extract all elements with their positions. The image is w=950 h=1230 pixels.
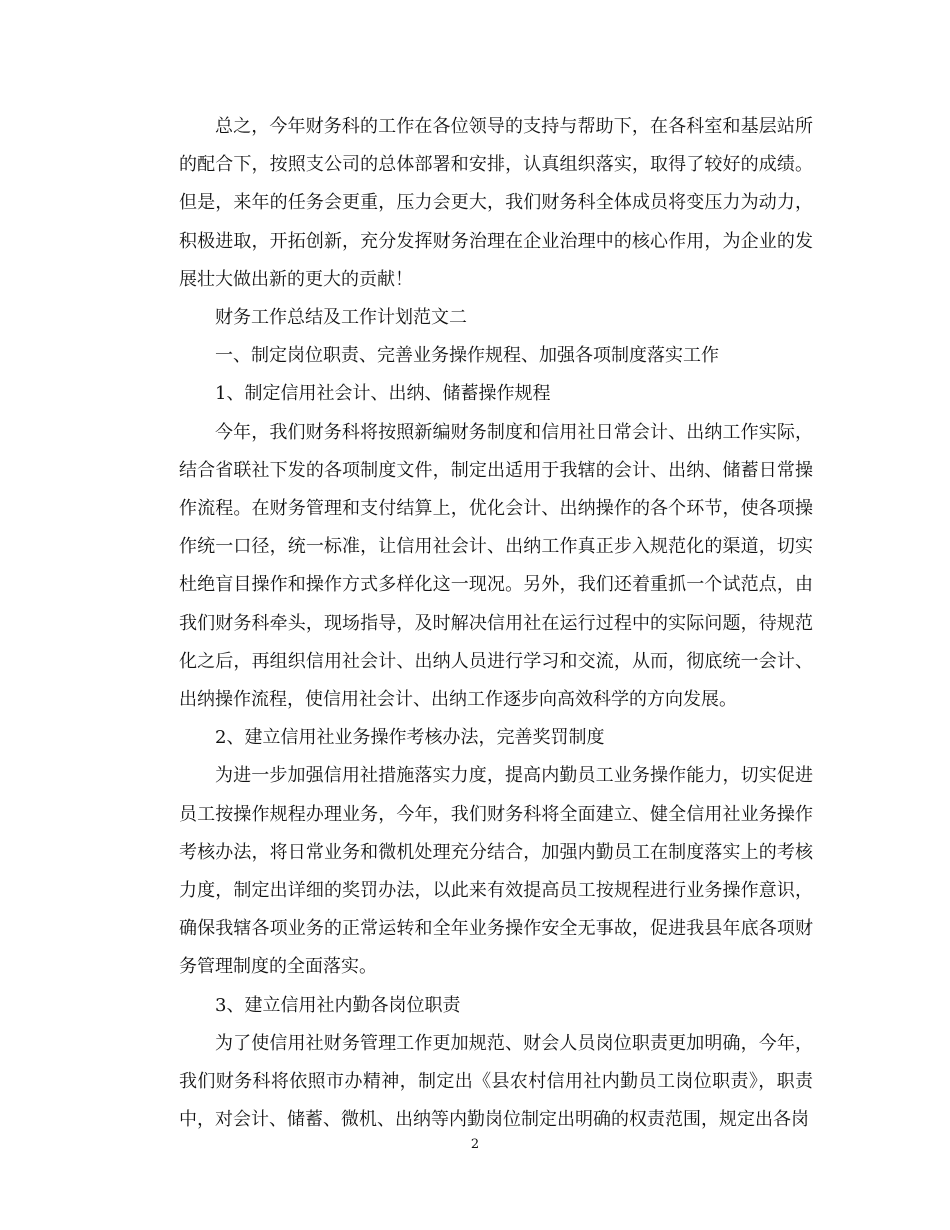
text-line: 为了使信用社财务管理工作更加规范、财会人员岗位职责更加明确，今年，	[215, 1032, 813, 1054]
text-line: 我们财务科将依照市办精神，制定出《县农村信用社内勤员工岗位职责》，职责	[179, 1071, 813, 1093]
body-paragraph	[143, 414, 813, 720]
text-line: 一、制定岗位职责、完善业务操作规程、加强各项制度落实工作	[215, 345, 719, 367]
text-line: 为进一步加强信用社措施落实力度，提高内勤员工业务操作能力，切实促进	[215, 765, 813, 787]
page-number: 2	[470, 1137, 480, 1152]
text-line: 今年，我们财务科将按照新编财务制度和信用社日常会计、出纳工作实际，	[215, 421, 813, 443]
text-line: 作流程。在财务管理和支付结算上，优化会计、出纳操作的各个环节，使各项操	[179, 498, 813, 520]
text-line: 作统一口径，统一标准，让信用社会计、出纳工作真正步入规范化的渠道，切实	[179, 536, 813, 558]
text-line: 2、建立信用社业务操作考核办法，完善奖罚制度	[215, 727, 605, 749]
section-heading	[143, 337, 813, 375]
text-line: 积极进取，开拓创新，充分发挥财务治理在企业治理中的核心作用，为企业的发	[179, 230, 813, 252]
section-heading	[143, 299, 813, 337]
text-line: 展壮大做出新的更大的贡献！	[179, 268, 413, 290]
section-heading	[143, 987, 813, 1025]
text-line: 出纳操作流程，使信用社会计、出纳工作逐步向高效科学的方向发展。	[179, 689, 737, 711]
document-body	[143, 108, 813, 1139]
text-line: 化之后，再组织信用社会计、出纳人员进行学习和交流，从而，彻底统一会计、	[179, 650, 813, 672]
text-line: 总之，今年财务科的工作在各位领导的支持与帮助下，在各科室和基层站所	[215, 116, 813, 137]
body-paragraph	[143, 1025, 813, 1140]
section-heading	[143, 375, 813, 413]
text-line: 3、建立信用社内勤各岗位职责	[215, 994, 461, 1016]
text-line: 我们财务科牵头，现场指导，及时解决信用社在运行过程中的实际问题，待规范	[179, 612, 813, 634]
text-line: 力度，制定出详细的奖罚办法，以此来有效提高员工按规程进行业务操作意识，	[179, 880, 813, 902]
text-line: 确保我辖各项业务的正常运转和全年业务操作安全无事故，促进我县年底各项财	[179, 918, 813, 940]
body-paragraph	[143, 757, 813, 986]
text-line: 务管理制度的全面落实。	[179, 956, 377, 978]
text-line: 考核办法，将日常业务和微机处理充分结合，加强内勤员工在制度落实上的考核	[179, 841, 813, 863]
text-line: 中，对会计、储蓄、微机、出纳等内勤岗位制定出明确的权责范围，规定出各岗	[179, 1109, 809, 1131]
text-line: 财务工作总结及工作计划范文二	[215, 307, 467, 329]
section-heading	[143, 719, 813, 757]
text-line: 结合省联社下发的各项制度文件，制定出适用于我辖的会计、出纳、储蓄日常操	[179, 459, 813, 481]
text-line: 但是，来年的任务会更重，压力会更大，我们财务科全体成员将变压力为动力，	[179, 192, 813, 214]
text-line: 1、制定信用社会计、出纳、储蓄操作规程	[215, 383, 551, 405]
text-line: 员工按操作规程办理业务，今年，我们财务科将全面建立、健全信用社业务操作	[179, 803, 813, 825]
text-line: 的配合下，按照支公司的总体部署和安排，认真组织落实，取得了较好的成绩。	[179, 154, 813, 176]
body-paragraph	[143, 108, 813, 299]
text-line: 杜绝盲目操作和操作方式多样化这一现况。另外，我们还着重抓一个试范点，由	[179, 574, 813, 596]
